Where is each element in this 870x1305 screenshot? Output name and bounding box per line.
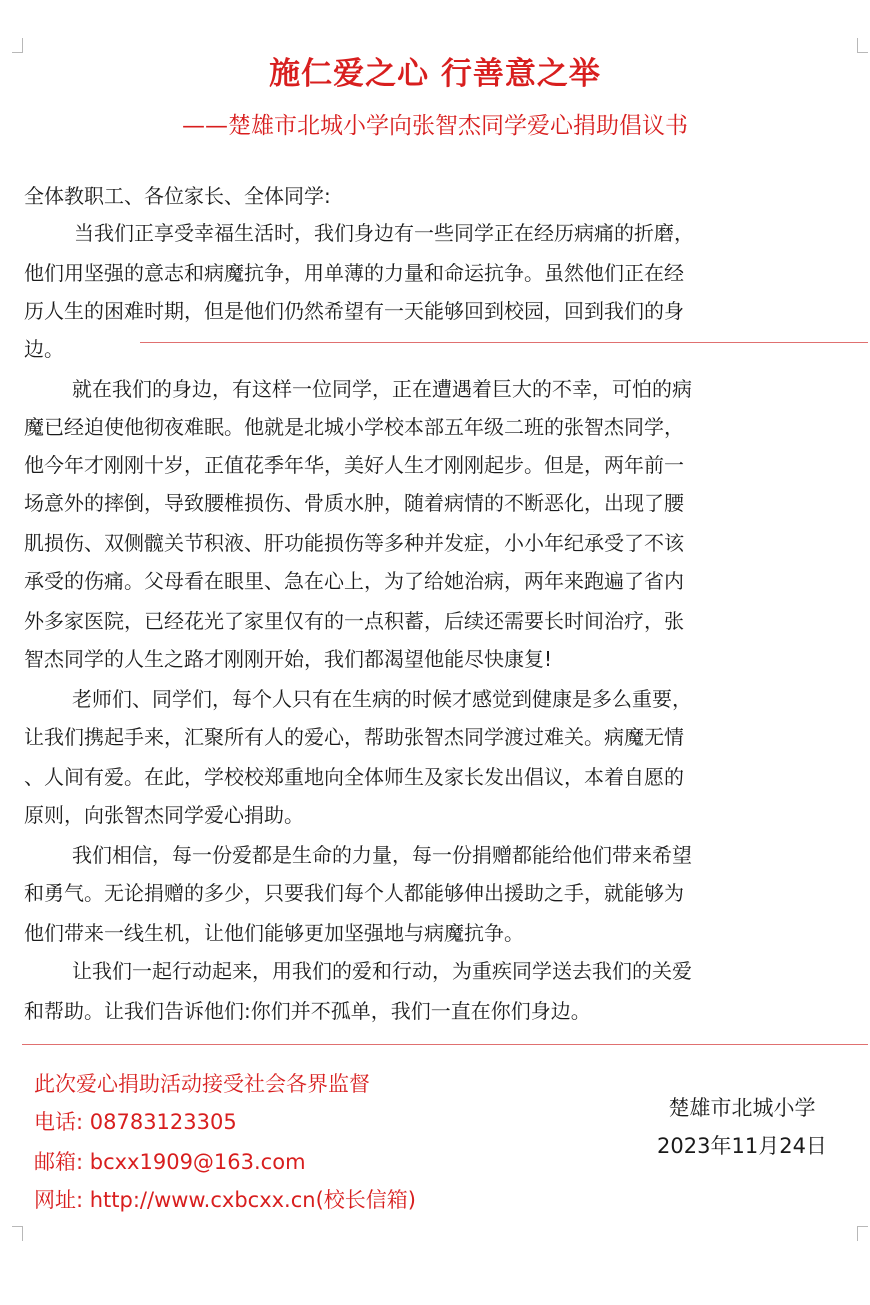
body-line: 外多家医院，已经花光了家里仅有的一点积蓄，后续还需要长时间治疗，张 (24, 609, 684, 633)
body-line: 当我们正享受幸福生活时，我们身边有一些同学正在经历病痛的折磨， (74, 221, 694, 245)
document-date: 2023年11月24日 (657, 1134, 827, 1158)
website-link[interactable]: 网址: http://www.cxbcxx.cn(校长信箱) (34, 1188, 416, 1212)
body-line: 、人间有爱。在此，学校校郑重地向全体师生及家长发出倡议，本着自愿的 (24, 765, 684, 789)
body-line: 我们相信，每一份爱都是生命的力量，每一份捐赠都能给他们带来希望 (72, 843, 692, 867)
body-line: 场意外的摔倒，导致腰椎损伤、骨质水肿，随着病情的不断恶化，出现了腰 (24, 491, 684, 515)
body-line: 他今年才刚刚十岁，正值花季年华，美好人生才刚刚起步。但是，两年前一 (24, 453, 684, 477)
phone-number: 电话: 08783123305 (34, 1110, 237, 1134)
body-line: 边。 (24, 337, 64, 361)
supervision-note: 此次爱心捐助活动接受社会各界监督 (34, 1072, 370, 1096)
document-title: 施仁爱之心 行善意之举 (269, 56, 601, 92)
paragraph-divider (140, 342, 868, 343)
body-line: 肌损伤、双侧髋关节积液、肝功能损伤等多种并发症，小小年纪承受了不该 (24, 531, 684, 555)
body-line: 他们带来一线生机，让他们能够更加坚强地与病魔抗争。 (24, 921, 524, 945)
school-signature: 楚雄市北城小学 (668, 1096, 816, 1120)
document-subtitle: ——楚雄市北城小学向张智杰同学爱心捐助倡议书 (182, 113, 688, 139)
footer-divider (22, 1044, 868, 1045)
body-line: 让我们一起行动起来，用我们的爱和行动，为重疾同学送去我们的关爱 (72, 959, 692, 983)
salutation: 全体教职工、各位家长、全体同学: (24, 184, 331, 208)
crop-mark-bottom-left (12, 1226, 23, 1241)
body-line: 老师们、同学们，每个人只有在生病的时候才感觉到健康是多么重要， (72, 687, 692, 711)
body-line: 历人生的困难时期，但是他们仍然希望有一天能够回到校园，回到我们的身 (24, 299, 684, 323)
body-line: 让我们携起手来，汇聚所有人的爱心，帮助张智杰同学渡过难关。病魔无情 (24, 725, 684, 749)
body-line: 智杰同学的人生之路才刚刚开始，我们都渴望他能尽快康复! (24, 647, 553, 671)
body-line: 原则，向张智杰同学爱心捐助。 (24, 803, 304, 827)
body-line: 他们用坚强的意志和病魔抗争，用单薄的力量和命运抗争。虽然他们正在经 (24, 261, 684, 285)
body-line: 就在我们的身边，有这样一位同学，正在遭遇着巨大的不幸，可怕的病 (72, 377, 692, 401)
crop-mark-bottom-right (857, 1226, 868, 1241)
body-line: 魔已经迫使他彻夜难眠。他就是北城小学校本部五年级二班的张智杰同学， (24, 415, 684, 439)
body-line: 和帮助。让我们告诉他们:你们并不孤单，我们一直在你们身边。 (24, 999, 591, 1023)
body-line: 承受的伤痛。父母看在眼里、急在心上，为了给她治病，两年来跑遍了省内 (24, 569, 684, 593)
email-address: 邮箱: bcxx1909@163.com (34, 1150, 306, 1174)
body-line: 和勇气。无论捐赠的多少，只要我们每个人都能够伸出援助之手，就能够为 (24, 881, 684, 905)
